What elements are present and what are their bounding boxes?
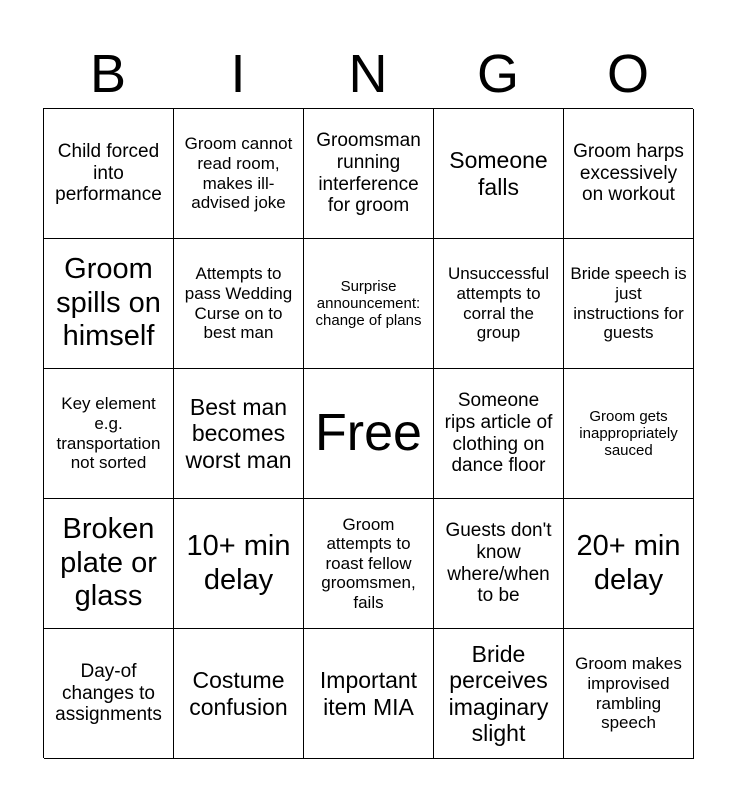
bingo-cell[interactable] [434,629,564,759]
bingo-cell[interactable] [304,499,434,629]
bingo-cell[interactable] [44,499,174,629]
cell-text: Groom cannot read room, makes ill-advised joke [184,134,293,213]
cell-text: Groom makes improvised rambling speech [575,654,682,733]
bingo-cell[interactable] [564,369,694,499]
bingo-header [43,40,693,108]
bingo-cell[interactable] [304,239,434,369]
cell-text: Broken plate or glass [60,513,157,613]
bingo-cell[interactable] [564,499,694,629]
bingo-cell[interactable] [434,109,564,239]
bingo-cell[interactable] [564,629,694,759]
cell-text: Groomsman running interference for groom [316,129,421,217]
cell-text: Best man becomes worst man [185,393,292,473]
cell-text: Unsuccessful attempts to corral the group [447,264,550,343]
bingo-cell[interactable] [44,239,174,369]
cell-text: 20+ min delay [576,530,681,596]
bingo-cell[interactable] [174,109,304,239]
header-letter-g: G [476,44,519,104]
cell-text: Child forced into performance [55,140,162,206]
bingo-cell[interactable] [174,499,304,629]
cell-text: Key element e.g. transportation not sorted [56,394,161,473]
bingo-cell-free[interactable] [304,369,434,499]
bingo-cell[interactable] [44,109,174,239]
bingo-cell[interactable] [304,629,434,759]
cell-text: Groom harps excessively on workout [573,140,684,206]
cell-text: Groom spills on himself [56,253,161,353]
cell-text: Bride speech is just instructions for guests [570,264,687,343]
bingo-cell[interactable] [44,369,174,499]
bingo-cell[interactable] [434,499,564,629]
cell-text: Important item MIA [319,667,418,720]
cell-text: Bride perceives imaginary slight [448,640,549,746]
cell-text: Attempts to pass Wedding Curse on to best man [184,264,293,343]
cell-text: Guests don't know where/when to be [445,519,552,607]
cell-text: Free [315,403,422,462]
bingo-cell[interactable] [174,239,304,369]
cell-text: 10+ min delay [186,530,291,596]
header-letter-o: O [606,44,649,104]
cell-text: Surprise announcement: change of plans [315,277,422,330]
bingo-cell[interactable] [564,109,694,239]
bingo-cell[interactable] [304,109,434,239]
bingo-cell[interactable] [174,629,304,759]
header-letter-n: N [348,44,388,104]
bingo-cell[interactable] [434,369,564,499]
cell-text: Someone rips article of clothing on dance floor [444,389,553,477]
bingo-board [43,108,693,758]
cell-text: Day-of changes to assignments [55,660,162,726]
cell-text: Groom gets inappropriately sauced [579,407,678,460]
cell-text: Costume confusion [189,667,288,720]
bingo-cell[interactable] [44,629,174,759]
header-letter-b: B [89,44,127,104]
bingo-cell[interactable] [174,369,304,499]
header-letter-i: I [230,44,246,104]
bingo-cell[interactable] [434,239,564,369]
cell-text: Groom attempts to roast fellow groomsmen, fails [321,514,416,612]
cell-text: Someone falls [449,147,548,200]
bingo-cell[interactable] [564,239,694,369]
